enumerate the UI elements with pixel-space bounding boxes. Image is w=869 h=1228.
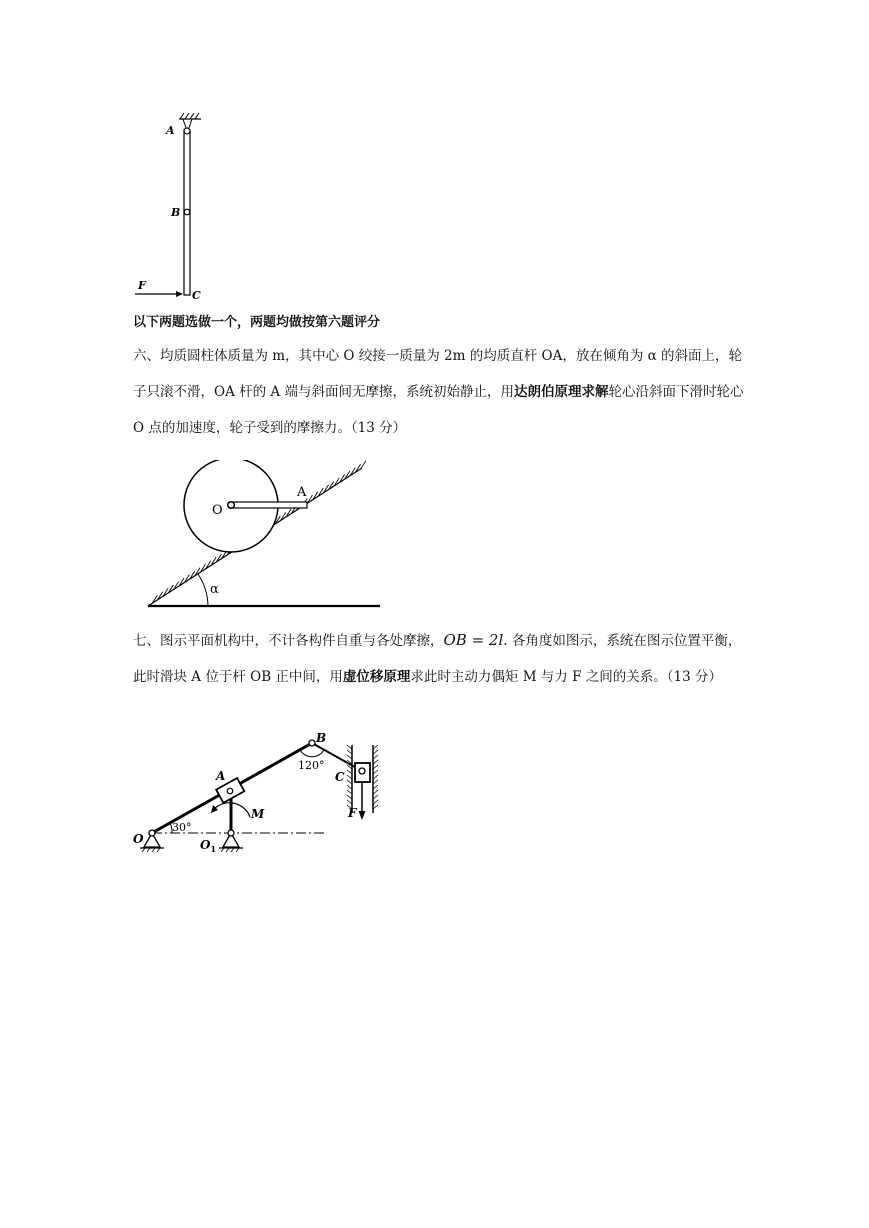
q6-text-after: 轮心沿斜面下滑时轮心 O 点的加速度，轮子受到的摩擦力。（13 分） xyxy=(133,384,744,436)
figure-cylinder-incline xyxy=(140,460,390,612)
q7-bold-method: 虚位移原理 xyxy=(342,669,411,685)
pin-B-icon xyxy=(184,209,190,215)
section-note: 以下两题选做一个，两题均做按第六题评分 xyxy=(133,315,381,330)
angle-alpha-arc xyxy=(198,574,208,606)
q7-text-after: 求此时主动力偶矩 M 与力 F 之间的关系。（13 分） xyxy=(410,669,722,685)
pin-B-icon xyxy=(309,740,315,746)
label-alpha: α xyxy=(210,582,219,597)
pin-C-icon xyxy=(359,768,365,774)
q7-math-OB: OB = 2l xyxy=(443,631,504,649)
label-A: A xyxy=(297,485,307,500)
label-B: B xyxy=(171,206,181,219)
label-M: M xyxy=(251,807,265,821)
label-B: B xyxy=(316,731,327,745)
angle-120-arc xyxy=(300,750,324,757)
label-angle-30: 30° xyxy=(172,821,192,834)
label-F: F xyxy=(348,806,357,820)
label-angle-120: 120° xyxy=(298,759,325,772)
hinge-O-icon xyxy=(228,502,235,509)
label-O: O xyxy=(133,832,144,846)
pin-A-icon xyxy=(184,128,190,134)
support-O1-icon xyxy=(219,830,243,852)
label-A: A xyxy=(166,124,175,137)
figure-planar-mechanism xyxy=(130,725,390,865)
q6-bold-method: 达朗伯原理求解 xyxy=(513,384,609,400)
label-O: O xyxy=(212,503,223,518)
label-C: C xyxy=(335,770,345,784)
ceiling-support-icon xyxy=(179,113,201,128)
pin-A-icon xyxy=(227,788,233,794)
label-C: C xyxy=(192,289,201,302)
label-F: F xyxy=(138,279,146,292)
q7-text-mid: . 各角度如图示，系统在图示位置平衡，此时滑块 A 位于杆 OB 正中间，用 xyxy=(133,633,742,685)
question-7 xyxy=(133,622,745,695)
label-A: A xyxy=(216,769,226,783)
figure-hanging-rod xyxy=(125,110,215,305)
rod-OA xyxy=(231,502,307,508)
question-6 xyxy=(133,338,745,446)
label-O1: $O_1$ xyxy=(200,838,217,854)
force-F-arrow-icon xyxy=(359,782,366,820)
q7-text-before: 七、图示平面机构中，不计各构件自重与各处摩擦， xyxy=(133,633,444,649)
q6-text-before: 六、均质圆柱体质量为 m，其中心 O 绞接一质量为 2m 的均质直杆 OA，放在倾角为 α 的斜面上，轮子只滚不滑，OA 杆的 A 端与斜面间无摩擦，系统初始静止，用 xyxy=(133,348,743,400)
